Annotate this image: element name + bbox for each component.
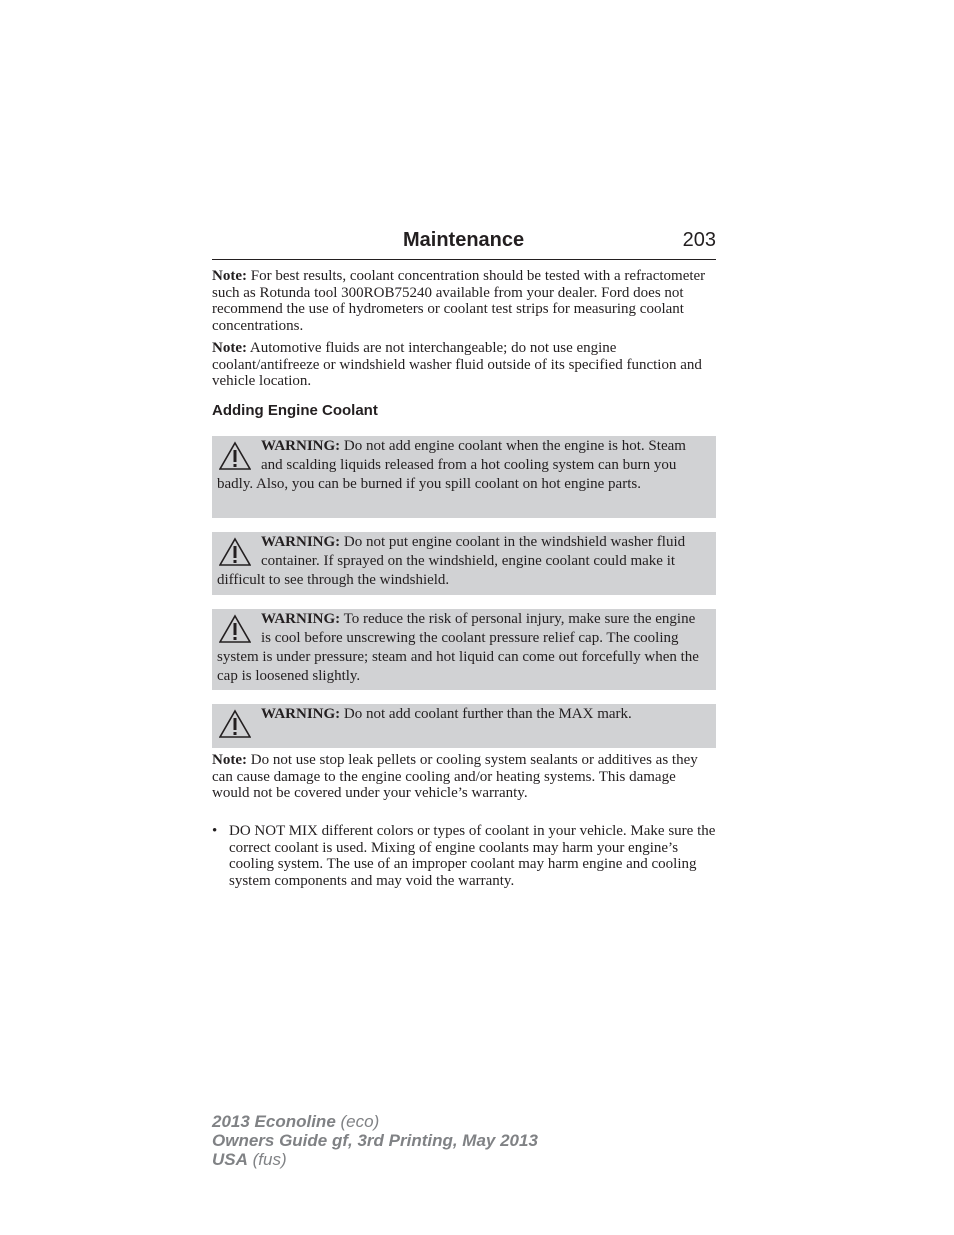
warning-box	[212, 704, 716, 748]
note-coolant-testing	[212, 268, 716, 334]
note-label: Note:	[212, 340, 247, 356]
warning-triangle-icon	[219, 709, 251, 739]
warning-label: WARNING:	[261, 611, 341, 627]
footer-market: USA	[212, 1150, 248, 1169]
warning-box	[212, 436, 716, 518]
footer-market-code: (fus)	[247, 1150, 287, 1169]
note-text: Automotive fluids are not interchangeable; do not use engine coolant/antifreeze or windshield washer fluid outside of its specified function and vehicle location.	[212, 340, 702, 389]
note-stop-leak	[212, 752, 716, 802]
warning-triangle-icon	[219, 441, 251, 471]
note-text: Do not use stop leak pellets or cooling system sealants or additives as they can cause damage to the engine cooling and/or heating systems. This damage would not be covered under your vehicle’s warranty.	[212, 752, 698, 801]
warning-box	[212, 609, 716, 690]
note-label: Note:	[212, 268, 247, 284]
warning-text: Do not add engine coolant when the engine is hot. Steam and scalding liquids released from a hot cooling system can burn you badly. Also, you can be burned if you spill coolant on hot engine parts.	[217, 438, 686, 492]
warning-label: WARNING:	[261, 534, 341, 550]
bullet-text: DO NOT MIX different colors or types of coolant in your vehicle. Make sure the correct coolant is used. Mixing of engine coolants may harm your engine’s cooling system. The use of an improper coolant may harm engine and cooling system components and may void the warranty.	[229, 823, 716, 889]
page-number: 203	[682, 229, 716, 251]
page-header	[212, 229, 716, 260]
section-title: Maintenance	[403, 229, 525, 251]
warning-triangle-icon	[219, 537, 251, 567]
warning-text: Do not add coolant further than the MAX mark.	[340, 706, 632, 722]
footer-model: 2013 Econoline	[212, 1112, 336, 1131]
note-fluids	[212, 340, 716, 390]
warning-label: WARNING:	[261, 706, 341, 722]
page-footer	[212, 1112, 538, 1169]
footer-model-code: (eco)	[335, 1112, 380, 1131]
subheading-adding-coolant: Adding Engine Coolant	[212, 402, 378, 419]
bullet-symbol: •	[212, 823, 218, 839]
warning-text: Do not put engine coolant in the windshield washer fluid container. If sprayed on the windshield, engine coolant could make it difficult to see through the windshield.	[217, 534, 686, 588]
footer-guide: Owners Guide gf, 3rd Printing, May 2013	[212, 1131, 538, 1150]
warning-text: To reduce the risk of personal injury, make sure the engine is cool before unscrewing the coolant pressure relief cap. The cooling system is under pressure; steam and hot liquid can come out forcefully when the cap is loosened slightly.	[217, 611, 699, 684]
warning-box	[212, 532, 716, 595]
warning-label: WARNING:	[261, 438, 341, 454]
footer-line-market	[212, 1150, 538, 1169]
warning-triangle-icon	[219, 614, 251, 644]
footer-line-model	[212, 1112, 538, 1131]
note-label: Note:	[212, 752, 247, 768]
note-text: For best results, coolant concentration should be tested with a refractometer such as Rotunda tool 300ROB75240 available from your dealer. Ford does not recommend the use of hydrometers or coolant test strips for measuring coolant concentrations.	[212, 268, 706, 334]
footer-line-guide	[212, 1131, 538, 1150]
